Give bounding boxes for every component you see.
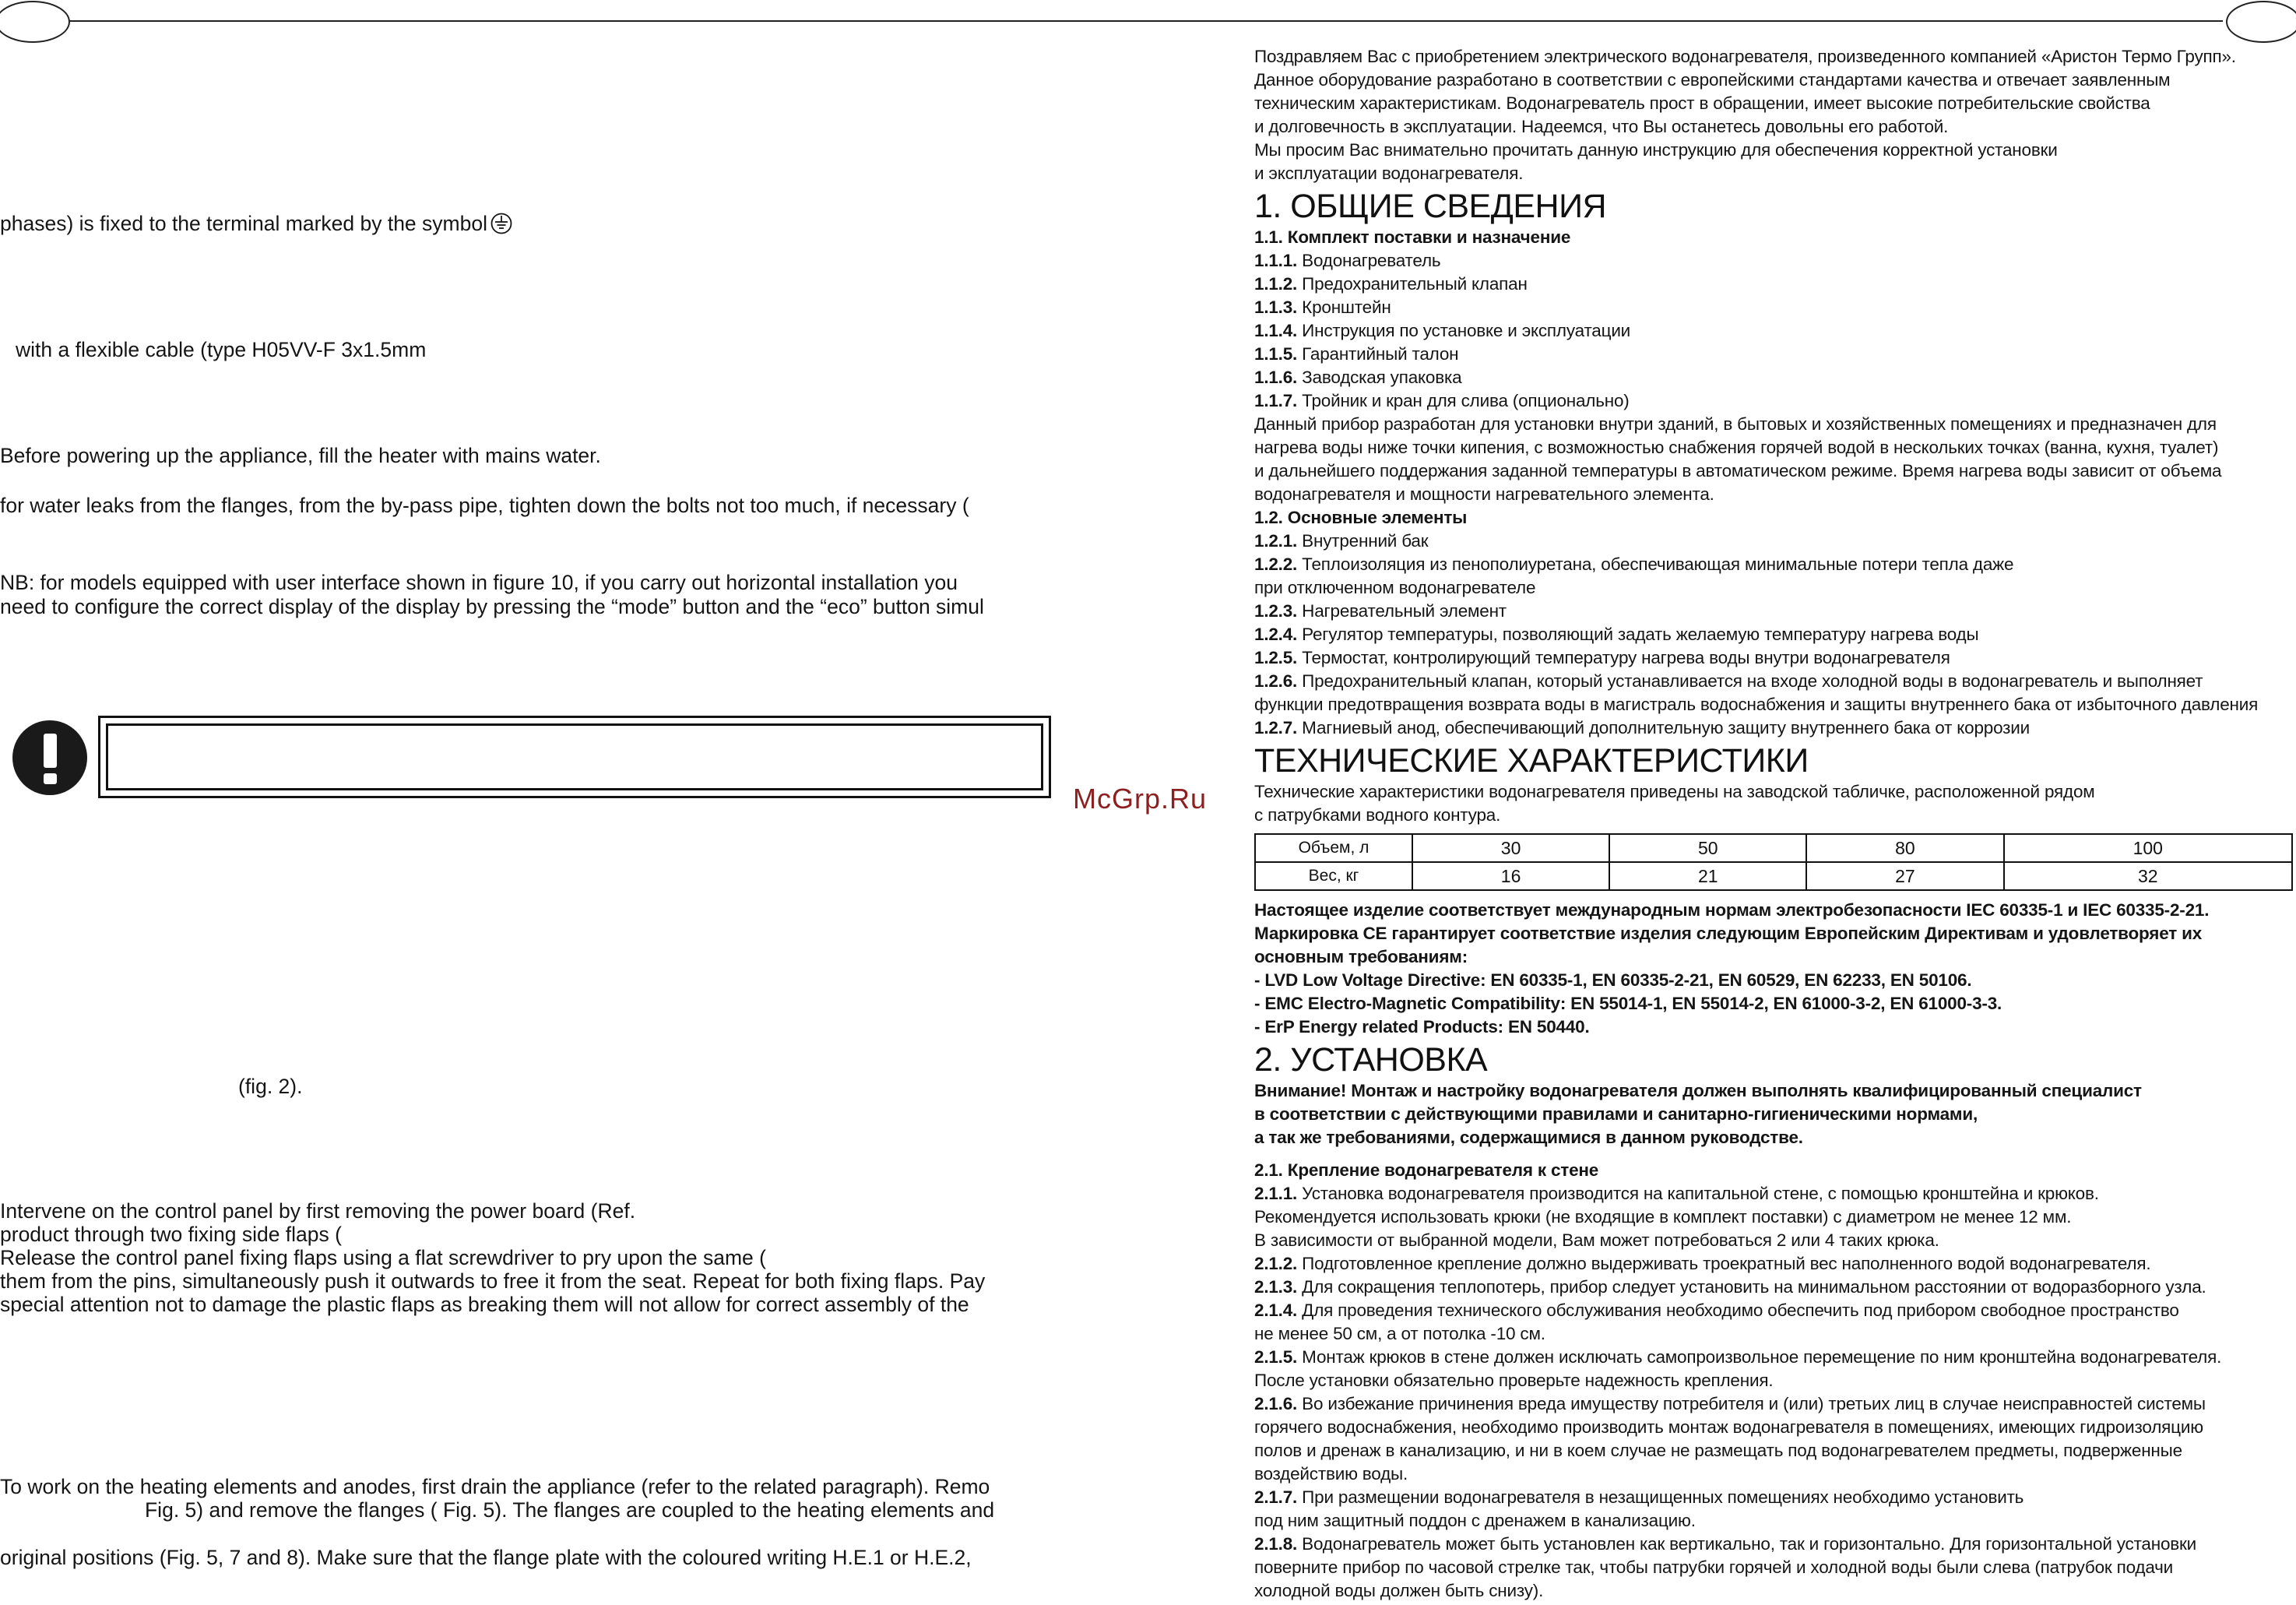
list-item: функции предотвращения возврата воды в магистраль водоснабжения и защиты внутреннего бака от избыточного давления	[1254, 695, 2259, 714]
panel-line-2: product through two fixing side flaps (	[0, 1223, 342, 1246]
subheading-kit: 1.1. Комплект поставки и назначение	[1254, 227, 1571, 247]
heating-line-3: original positions (Fig. 5, 7 and 8). Make sure that the flange plate with the coloured writing H.E.1 or H.E.2,	[0, 1546, 972, 1569]
heating-line-2: Fig. 5) and remove the flanges ( Fig. 5). The flanges are coupled to the heating elements and	[145, 1498, 995, 1522]
kit-list	[1254, 249, 2294, 413]
list-item: 2.1.6. Во избежание причинения вреда имуществу потребителя и (или) третьих лиц в случае неисправностей системы	[1254, 1394, 2206, 1413]
list-item: при отключенном водонагревателе	[1254, 578, 1536, 597]
panel-line-3: Release the control panel fixing flaps using a flat screwdriver to pry upon the same (	[0, 1246, 766, 1269]
spec-table	[1254, 833, 2293, 891]
list-item: 1.1.5. Гарантийный талон	[1254, 344, 1459, 364]
list-item: 1.1.1. Водонагреватель	[1254, 251, 1441, 270]
intro-line: и долговечность в эксплуатации. Надеемся, что Вы останетесь довольны его работой.	[1254, 117, 1949, 136]
list-item: 2.1.3. Для сокращения теплопотерь, прибор следует установить на минимальном расстоянии от водоразборного узла.	[1254, 1277, 2206, 1297]
list-item: 1.2.6. Предохранительный клапан, который устанавливается на входе холодной воды в водонагреватель и выполняет	[1254, 671, 2203, 691]
list-item: 2.1.2. Подготовленное крепление должно выдерживать троекратный вес наполненного водой водонагревателя.	[1254, 1254, 2151, 1273]
list-item: воздействию воды.	[1254, 1464, 1408, 1484]
heading-tech: ТЕХНИЧЕСКИЕ ХАРАКТЕРИСТИКИ	[1254, 742, 1809, 780]
leak-line: for water leaks from the flanges, from the by-pass pipe, tighten down the bolts not too much, if necessary (	[0, 494, 969, 517]
page-tab-left	[0, 1, 70, 43]
cable-line: with a flexible cable (type H05VV-F 3x1.5mm	[16, 338, 427, 361]
table-cell: 27	[1806, 862, 2003, 890]
list-item: 2.1.7. При размещении водонагревателя в незащищенных помещениях необходимо установить	[1254, 1487, 2024, 1507]
compliance-line: Настоящее изделие соответствует международным нормам электробезопасности IEC 60335-1 и IEC 60335-2-21.	[1254, 900, 2210, 920]
fig2-ref: (fig. 2).	[238, 1075, 303, 1098]
earth-line	[0, 212, 512, 236]
warning-icon	[12, 720, 87, 795]
list-item: 1.1.3. Кронштейн	[1254, 297, 1391, 317]
purpose-paragraph	[1254, 413, 2294, 506]
compliance-paragraph	[1254, 899, 2294, 1039]
list-item: 1.1.6. Заводская упаковка	[1254, 368, 1462, 387]
intro-line: техническим характеристикам. Водонагреватель прост в обращении, имеет высокие потребительские свойства	[1254, 93, 2150, 113]
purpose-line: нагрева воды ниже точки кипения, с возможностью снабжения горячей водой в нескольких точках (ванна, кухня, туалет)	[1254, 438, 2219, 457]
mount-list	[1254, 1182, 2294, 1603]
list-item: холодной воды должен быть снизу).	[1254, 1581, 1544, 1600]
list-item: В зависимости от выбранной модели, Вам может потребоваться 2 или 4 таких крюка.	[1254, 1230, 1939, 1250]
tech-line: Технические характеристики водонагревателя приведены на заводской табличке, расположенной рядом	[1254, 782, 2095, 801]
tech-line: с патрубками водного контура.	[1254, 805, 1501, 825]
intro-line: Мы просим Вас внимательно прочитать данную инструкцию для обеспечения корректной установки	[1254, 140, 2058, 160]
heading-general: 1. ОБЩИЕ СВЕДЕНИЯ	[1254, 188, 1607, 225]
intro-line: Поздравляем Вас с приобретением электрического водонагревателя, произведенного компанией «Аристон Термо Групп».	[1254, 47, 2236, 66]
subheading-mounting: 2.1. Крепление водонагревателя к стене	[1254, 1160, 1599, 1180]
table-cell: 21	[1609, 862, 1806, 890]
right-column	[1254, 45, 2294, 1603]
table-cell: Вес, кг	[1255, 862, 1412, 890]
list-item: 1.2.5. Термостат, контролирующий температуру нагрева воды внутри водонагревателя	[1254, 648, 1950, 667]
list-item: 1.2.4. Регулятор температуры, позволяющий задать желаемую температуру нагрева воды	[1254, 625, 1979, 644]
compliance-line: - EMC Electro-Magnetic Compatibility: EN 55014-1, EN 55014-2, EN 61000-3-2, EN 61000-3-3.	[1254, 994, 2002, 1013]
heading-installation: 2. УСТАНОВКА	[1254, 1041, 1488, 1079]
list-item: 2.1.4. Для проведения технического обслуживания необходимо обеспечить под прибором свободное пространство	[1254, 1301, 2179, 1320]
list-item: 1.2.2. Теплоизоляция из пенополиуретана, обеспечивающая минимальные потери тепла даже	[1254, 554, 2014, 574]
earth-line-text: phases) is fixed to the terminal marked by the symbol	[0, 212, 487, 235]
list-item: горячего водоснабжения, необходимо производить монтаж водонагревателя в помещениях, имеющих гидроизоляцию	[1254, 1417, 2203, 1437]
top-rule	[69, 20, 2223, 22]
table-cell: 100	[2004, 834, 2292, 862]
table-cell: 30	[1412, 834, 1609, 862]
warning-box	[98, 716, 1051, 798]
purpose-line: и дальнейшего поддержания заданной температуры в автоматическом режиме. Время нагрева воды зависит от объема	[1254, 461, 2222, 480]
attention-paragraph	[1254, 1079, 2294, 1149]
watermark: McGrp.Ru	[1073, 783, 1208, 815]
heating-line-1: To work on the heating elements and anodes, first drain the appliance (refer to the related paragraph). Remo	[0, 1475, 990, 1498]
subheading-elements: 1.2. Основные элементы	[1254, 508, 1468, 527]
list-item: 1.2.1. Внутренний бак	[1254, 531, 1429, 551]
table-cell: 50	[1609, 834, 1806, 862]
intro-line: Данное оборудование разработано в соответствии с европейскими стандартами качества и отвечает заявленным	[1254, 70, 2171, 90]
list-item: После установки обязательно проверьте надежность крепления.	[1254, 1371, 1774, 1390]
compliance-line: - ErP Energy related Products: EN 50440.	[1254, 1017, 1590, 1037]
list-item: 1.2.3. Нагревательный элемент	[1254, 601, 1507, 621]
list-item: Рекомендуется использовать крюки (не входящие в комплект поставки) с диаметром не менее 12 мм.	[1254, 1207, 2072, 1227]
fill-line: Before powering up the appliance, fill the heater with mains water.	[0, 444, 601, 467]
nb-line-2: need to configure the correct display of the display by pressing the “mode” button and the “eco” button simul	[0, 595, 984, 618]
intro-paragraph	[1254, 45, 2294, 185]
list-item: 1.2.7. Магниевый анод, обеспечивающий дополнительную защиту внутреннего бака от коррозии	[1254, 718, 2030, 737]
list-item: 1.1.4. Инструкция по установке и эксплуатации	[1254, 321, 1631, 340]
compliance-line: Маркировка CE гарантирует соответствие изделия следующим Европейским Директивам и удовлетворяет их	[1254, 924, 2203, 943]
table-cell: 80	[1806, 834, 2003, 862]
attention-line: в соответствии с действующими правилами и санитарно-гигиеническими нормами,	[1254, 1104, 1978, 1124]
list-item: 1.1.2. Предохранительный клапан	[1254, 274, 1528, 294]
list-item: под ним защитный поддон с дренажем в канализацию.	[1254, 1511, 1696, 1530]
elements-list	[1254, 530, 2294, 740]
compliance-line: основным требованиям:	[1254, 947, 1468, 966]
attention-line: Внимание! Монтаж и настройку водонагревателя должен выполнять квалифицированный специалист	[1254, 1081, 2142, 1100]
list-item: 2.1.1. Установка водонагревателя производится на капитальной стене, с помощью кронштейна и крюков.	[1254, 1184, 2099, 1203]
nb-line-1: NB: for models equipped with user interface shown in figure 10, if you carry out horizontal installation you	[0, 571, 958, 594]
list-item: поверните прибор по часовой стрелке так, чтобы патрубки горячей и холодной воды были слева (патрубок подачи	[1254, 1557, 2174, 1577]
page-tab-right	[2226, 1, 2296, 43]
panel-line-5: special attention not to damage the plastic flaps as breaking them will not allow for correct assembly of the	[0, 1293, 969, 1316]
compliance-line: - LVD Low Voltage Directive: EN 60335-1, EN 60335-2-21, EN 60529, EN 62233, EN 50106.	[1254, 970, 1972, 990]
purpose-line: Данный прибор разработан для установки внутри зданий, в бытовых и хозяйственных помещениях и предназначен для	[1254, 414, 2217, 434]
table-cell: 32	[2004, 862, 2292, 890]
table-cell: Объем, л	[1255, 834, 1412, 862]
list-item: 2.1.8. Водонагреватель может быть установлен как вертикально, так и горизонтально. Для горизонтальной установки	[1254, 1534, 2197, 1554]
list-item: 1.1.7. Тройник и кран для слива (опционально)	[1254, 391, 1630, 410]
attention-line: а так же требованиями, содержащимися в данном руководстве.	[1254, 1128, 1803, 1147]
table-cell: 16	[1412, 862, 1609, 890]
panel-line-4: them from the pins, simultaneously push it outwards to free it from the seat. Repeat for both fixing flaps. Pay	[0, 1269, 986, 1293]
panel-line-1: Intervene on the control panel by first removing the power board (Ref.	[0, 1199, 636, 1223]
earth-ground-icon	[490, 213, 512, 234]
table-row	[1255, 862, 2292, 890]
intro-line: и эксплуатации водонагревателя.	[1254, 164, 1524, 183]
list-item: полов и дренаж в канализацию, и ни в коем случае не размещать под водонагревателем предметы, подверженные	[1254, 1441, 2182, 1460]
purpose-line: водонагревателя и мощности нагревательного элемента.	[1254, 484, 1714, 504]
list-item: не менее 50 см, а от потолка -10 см.	[1254, 1324, 1545, 1343]
list-item: 2.1.5. Монтаж крюков в стене должен исключать самопроизвольное перемещение по ним кронштейна водонагревателя.	[1254, 1347, 2222, 1367]
table-row	[1255, 834, 2292, 862]
